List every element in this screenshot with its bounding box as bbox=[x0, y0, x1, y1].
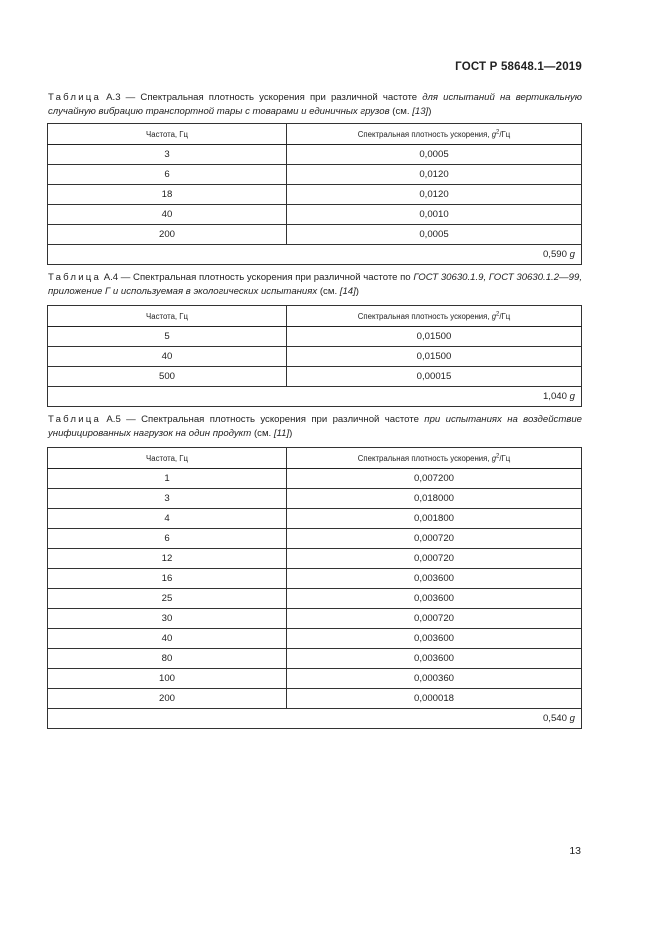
column-header-psd-exponent: 2 bbox=[496, 452, 500, 459]
psd-cell: 0,000360 bbox=[287, 669, 582, 689]
total-value: 0,590 bbox=[542, 249, 567, 260]
table-row bbox=[48, 529, 582, 549]
table-a3 bbox=[47, 123, 582, 265]
caption-reference: [13] bbox=[412, 106, 429, 117]
caption-reference: [11] bbox=[273, 428, 290, 439]
psd-cell: 0,003600 bbox=[287, 649, 582, 669]
caption-close: ) bbox=[355, 286, 359, 297]
page-number: 13 bbox=[569, 845, 581, 857]
total-cell bbox=[48, 709, 582, 729]
psd-cell: 0,001800 bbox=[287, 509, 582, 529]
frequency-cell: 3 bbox=[48, 489, 287, 509]
frequency-cell: 40 bbox=[48, 205, 287, 225]
total-cell bbox=[48, 387, 582, 407]
caption-close: ) bbox=[289, 428, 293, 439]
column-header-psd-unit: /Гц bbox=[499, 453, 511, 463]
caption-italic: при испытаниях на воздействие унифицированных нагрузок на один продукт bbox=[48, 414, 582, 439]
total-value: 0,540 bbox=[542, 713, 567, 724]
frequency-cell: 1 bbox=[48, 469, 287, 489]
psd-cell: 0,000720 bbox=[287, 529, 582, 549]
column-header-psd-unit: /Гц bbox=[499, 129, 511, 139]
frequency-cell: 100 bbox=[48, 669, 287, 689]
column-header-psd-text: Спектральная плотность ускорения, bbox=[357, 311, 492, 321]
column-header-psd-g: g bbox=[491, 129, 497, 139]
psd-cell: 0,003600 bbox=[287, 589, 582, 609]
table-a5 bbox=[47, 447, 582, 729]
psd-cell: 0,003600 bbox=[287, 569, 582, 589]
table-row bbox=[48, 489, 582, 509]
table-row bbox=[48, 609, 582, 629]
column-header-psd bbox=[287, 448, 582, 469]
table-row bbox=[48, 145, 582, 165]
frequency-cell: 40 bbox=[48, 629, 287, 649]
psd-cell: 0,0005 bbox=[287, 145, 582, 165]
column-header-psd-g: g bbox=[491, 453, 497, 463]
caption-reference: [14] bbox=[339, 286, 356, 297]
psd-cell: 0,0005 bbox=[287, 225, 582, 245]
table-row bbox=[48, 569, 582, 589]
frequency-cell: 200 bbox=[48, 689, 287, 709]
psd-cell: 0,000720 bbox=[287, 609, 582, 629]
frequency-cell: 25 bbox=[48, 589, 287, 609]
frequency-cell: 200 bbox=[48, 225, 287, 245]
column-header-psd-g: g bbox=[491, 311, 497, 321]
caption-tail: (см. bbox=[389, 106, 413, 117]
column-header-psd-exponent: 2 bbox=[496, 128, 500, 135]
table-number: А.4 — bbox=[101, 272, 134, 283]
table-total-row bbox=[48, 387, 582, 407]
total-unit: g bbox=[569, 713, 575, 724]
frequency-cell: 3 bbox=[48, 145, 287, 165]
table-row bbox=[48, 689, 582, 709]
psd-cell: 0,01500 bbox=[287, 327, 582, 347]
frequency-cell: 16 bbox=[48, 569, 287, 589]
table-total-row bbox=[48, 245, 582, 265]
frequency-cell: 4 bbox=[48, 509, 287, 529]
table-row bbox=[48, 225, 582, 245]
psd-cell: 0,0010 bbox=[287, 205, 582, 225]
column-header-psd bbox=[287, 124, 582, 145]
caption-tail: (см. bbox=[251, 428, 274, 439]
total-unit: g bbox=[569, 249, 575, 260]
frequency-cell: 18 bbox=[48, 185, 287, 205]
table-header-row bbox=[48, 306, 582, 327]
psd-cell: 0,000720 bbox=[287, 549, 582, 569]
table-a4 bbox=[47, 305, 582, 407]
caption-text: Спектральная плотность ускорения при различной частоте по bbox=[133, 272, 414, 283]
table-row bbox=[48, 367, 582, 387]
table-row bbox=[48, 649, 582, 669]
frequency-cell: 5 bbox=[48, 327, 287, 347]
table-label: Таблица bbox=[48, 92, 102, 103]
table-label: Таблица bbox=[48, 414, 102, 425]
column-header-psd-exponent: 2 bbox=[496, 310, 500, 317]
frequency-cell: 80 bbox=[48, 649, 287, 669]
table-number: А.3 — bbox=[101, 92, 141, 103]
frequency-cell: 500 bbox=[48, 367, 287, 387]
table-row bbox=[48, 549, 582, 569]
caption-text: Спектральная плотность ускорения при различной частоте bbox=[141, 414, 425, 425]
document-code: ГОСТ Р 58648.1—2019 bbox=[455, 61, 582, 73]
column-header-frequency: Частота, Гц bbox=[48, 448, 287, 469]
column-header-psd-text: Спектральная плотность ускорения, bbox=[357, 453, 492, 463]
frequency-cell: 30 bbox=[48, 609, 287, 629]
psd-cell: 0,000018 bbox=[287, 689, 582, 709]
column-header-psd bbox=[287, 306, 582, 327]
psd-cell: 0,0120 bbox=[287, 165, 582, 185]
frequency-cell: 40 bbox=[48, 347, 287, 367]
column-header-psd-text: Спектральная плотность ускорения, bbox=[357, 129, 492, 139]
column-header-frequency: Частота, Гц bbox=[48, 124, 287, 145]
table-label: Таблица bbox=[48, 272, 102, 283]
psd-cell: 0,0120 bbox=[287, 185, 582, 205]
frequency-cell: 12 bbox=[48, 549, 287, 569]
caption-text: Спектральная плотность ускорения при различной частоте bbox=[140, 92, 423, 103]
table-total-row bbox=[48, 709, 582, 729]
table-row bbox=[48, 347, 582, 367]
table-row bbox=[48, 629, 582, 649]
table-row bbox=[48, 205, 582, 225]
frequency-cell: 6 bbox=[48, 529, 287, 549]
caption-tail: (см. bbox=[317, 286, 340, 297]
table-row bbox=[48, 589, 582, 609]
psd-cell: 0,007200 bbox=[287, 469, 582, 489]
table-row bbox=[48, 165, 582, 185]
psd-cell: 0,018000 bbox=[287, 489, 582, 509]
table-caption-a5 bbox=[48, 413, 582, 441]
caption-italic: ГОСТ 30630.1.9, ГОСТ 30630.1.2—99, приложение Г и используемая в экологических испытаниях bbox=[48, 272, 582, 297]
frequency-cell: 6 bbox=[48, 165, 287, 185]
total-value: 1,040 bbox=[542, 391, 567, 402]
psd-cell: 0,00015 bbox=[287, 367, 582, 387]
table-row bbox=[48, 669, 582, 689]
table-caption-a3 bbox=[48, 91, 582, 119]
column-header-psd-unit: /Гц bbox=[499, 311, 511, 321]
table-number: А.5 — bbox=[101, 414, 142, 425]
table-row bbox=[48, 327, 582, 347]
table-header-row bbox=[48, 448, 582, 469]
total-cell bbox=[48, 245, 582, 265]
table-row bbox=[48, 185, 582, 205]
caption-close: ) bbox=[428, 106, 432, 117]
table-row bbox=[48, 469, 582, 489]
psd-cell: 0,01500 bbox=[287, 347, 582, 367]
table-row bbox=[48, 509, 582, 529]
table-header-row bbox=[48, 124, 582, 145]
caption-italic: для испытаний на вертикальную случайную вибрацию транспортной тары с товарами и единичных грузов bbox=[48, 92, 582, 117]
table-caption-a4 bbox=[48, 271, 582, 299]
total-unit: g bbox=[569, 391, 575, 402]
column-header-frequency: Частота, Гц bbox=[48, 306, 287, 327]
psd-cell: 0,003600 bbox=[287, 629, 582, 649]
